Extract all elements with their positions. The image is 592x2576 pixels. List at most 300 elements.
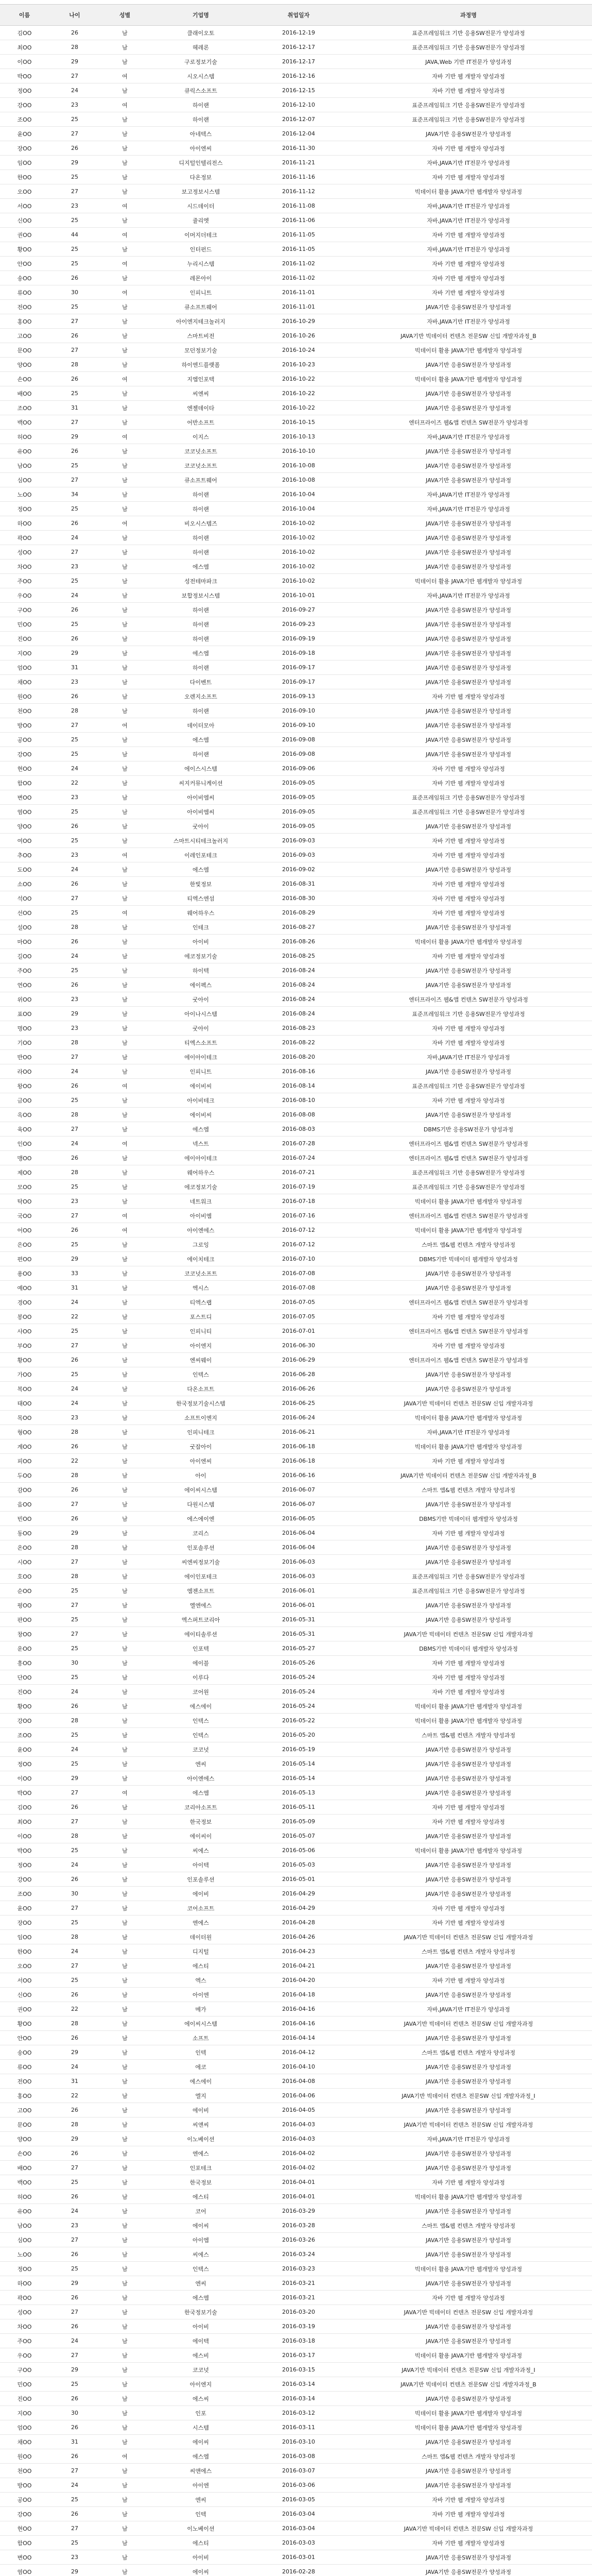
cell-employment-date: 2016-04-01 [252, 2175, 345, 2190]
cell-gender: 남 [100, 761, 149, 776]
cell-employment-date: 2016-08-26 [252, 935, 345, 949]
cell-age: 25 [49, 1180, 100, 1194]
cell-course: 엔터프라이즈 웹&앱 컨텐츠 SW전문가 양성과정 [345, 992, 592, 1007]
cell-name: 황OO [0, 242, 49, 257]
cell-employment-date: 2016-09-08 [252, 747, 345, 761]
cell-company: 코리아소프트 [149, 1800, 252, 1815]
table-row [0, 314, 592, 329]
cell-age: 25 [49, 2262, 100, 2276]
cell-course: JAVA기반 응용SW전문가 양성과정 [345, 2060, 592, 2074]
cell-name: 제OO [0, 1165, 49, 1180]
cell-company: 아이 [149, 1468, 252, 1483]
table-row [0, 1584, 592, 1598]
cell-age: 26 [49, 1512, 100, 1526]
cell-employment-date: 2016-07-18 [252, 1194, 345, 1209]
cell-name: 노OO [0, 2247, 49, 2262]
cell-employment-date: 2016-11-12 [252, 184, 345, 199]
cell-name: 창OO [0, 1627, 49, 1641]
cell-name: 문OO [0, 343, 49, 358]
cell-company: 아이텍 [149, 1858, 252, 1872]
cell-employment-date: 2016-10-04 [252, 502, 345, 516]
table-row [0, 920, 592, 935]
cell-age: 24 [49, 1685, 100, 1699]
cell-age: 25 [49, 2536, 100, 2550]
cell-gender: 남 [100, 1295, 149, 1310]
table-row [0, 1021, 592, 1036]
table-row [0, 2493, 592, 2507]
cell-age: 24 [49, 1858, 100, 1872]
cell-age: 30 [49, 1887, 100, 1901]
cell-company: 씨엔씨정보기술 [149, 1555, 252, 1569]
cell-gender: 남 [100, 1815, 149, 1829]
cell-gender: 남 [100, 2392, 149, 2406]
cell-course: 빅데이터 활용 JAVA기반 웹개발자 양성과정 [345, 1843, 592, 1858]
cell-age: 28 [49, 1165, 100, 1180]
cell-gender: 남 [100, 1569, 149, 1584]
cell-company: 씨지커뮤니케이션 [149, 776, 252, 790]
cell-course: 자바 기반 웹 개발자 양성과정 [345, 2175, 592, 2190]
cell-course: JAVA기반 응용SW전문가 양성과정 [345, 1266, 592, 1281]
cell-gender: 남 [100, 1454, 149, 1468]
cell-employment-date: 2016-05-03 [252, 1858, 345, 1872]
cell-gender: 남 [100, 2291, 149, 2305]
cell-age: 27 [49, 1627, 100, 1641]
table-row [0, 963, 592, 978]
cell-age: 26 [49, 2319, 100, 2334]
cell-employment-date: 2016-04-29 [252, 1887, 345, 1901]
cell-age: 25 [49, 213, 100, 228]
cell-age: 26 [49, 1699, 100, 1714]
table-row [0, 1468, 592, 1483]
cell-company: 코어원 [149, 1685, 252, 1699]
cell-age: 26 [49, 329, 100, 343]
table-row [0, 1887, 592, 1901]
cell-course: 자바,JAVA기반 IT전문가 양성과정 [345, 502, 592, 516]
cell-age: 29 [49, 1771, 100, 1786]
cell-gender: 남 [100, 1728, 149, 1742]
cell-employment-date: 2016-07-21 [252, 1165, 345, 1180]
cell-course: 자바 기반 웹 개발자 양성과정 [345, 834, 592, 848]
table-row [0, 26, 592, 40]
cell-age: 29 [49, 2363, 100, 2377]
cell-gender: 남 [100, 949, 149, 963]
cell-age: 29 [49, 2132, 100, 2146]
table-row [0, 228, 592, 242]
cell-name: 임OO [0, 1930, 49, 1944]
cell-name: 안OO [0, 2031, 49, 2045]
cell-company: 오렌지소프트 [149, 689, 252, 704]
cell-course: 자바 기반 웹 개발자 양성과정 [345, 949, 592, 963]
cell-age: 28 [49, 1468, 100, 1483]
cell-age: 27 [49, 343, 100, 358]
cell-age: 27 [49, 1122, 100, 1137]
cell-course: 빅데이터 활용 JAVA기반 웹개발자 양성과정 [345, 1194, 592, 1209]
cell-name: 변OO [0, 790, 49, 805]
cell-company: 씨엔씨 [149, 386, 252, 401]
cell-age: 28 [49, 704, 100, 718]
cell-company: 구로정보기술 [149, 55, 252, 69]
cell-age: 27 [49, 1338, 100, 1353]
cell-company: 인텍 [149, 2045, 252, 2060]
cell-company: 에스엠 [149, 2449, 252, 2464]
cell-age: 26 [49, 2103, 100, 2117]
cell-company: 아네텍스 [149, 127, 252, 141]
cell-name: 손OO [0, 372, 49, 386]
cell-company: 에이비씨 [149, 1079, 252, 1093]
cell-course: JAVA기반 응용SW전문가 양성과정 [345, 2103, 592, 2117]
cell-age: 24 [49, 1137, 100, 1151]
cell-company: 에이비씨 [149, 1108, 252, 1122]
cell-employment-date: 2016-08-16 [252, 1064, 345, 1079]
cell-course: JAVA기반 빅데이터 컨텐츠 전문SW 신입 개발자과정_I [345, 2089, 592, 2103]
cell-age: 28 [49, 1540, 100, 1555]
cell-gender: 남 [100, 2132, 149, 2146]
cell-company: 누리시스템 [149, 257, 252, 271]
cell-course: JAVA기반 응용SW전문가 양성과정 [345, 660, 592, 675]
cell-company: 에이씨시스템 [149, 2016, 252, 2031]
cell-name: 도OO [0, 862, 49, 877]
cell-age: 24 [49, 761, 100, 776]
cell-age: 26 [49, 271, 100, 285]
cell-age: 22 [49, 2089, 100, 2103]
table-row [0, 285, 592, 300]
cell-age: 25 [49, 574, 100, 588]
cell-course: DBMS기반 빅데이터 웹개발자 양성과정 [345, 1641, 592, 1656]
table-row [0, 1007, 592, 1021]
table-row [0, 329, 592, 343]
cell-course: 표준프레임워크 기반 응용SW전문가 양성과정 [345, 1569, 592, 1584]
table-row [0, 1569, 592, 1584]
cell-gender: 남 [100, 1699, 149, 1714]
cell-company: 에이텍 [149, 2334, 252, 2348]
cell-company: 보합정보시스템 [149, 588, 252, 603]
table-row [0, 545, 592, 560]
table-row [0, 1670, 592, 1685]
table-row [0, 2420, 592, 2435]
cell-name: 주OO [0, 574, 49, 588]
cell-gender: 남 [100, 2247, 149, 2262]
cell-course: JAVA기반 응용SW전문가 양성과정 [345, 516, 592, 531]
cell-age: 28 [49, 1425, 100, 1439]
cell-name: 한OO [0, 1944, 49, 1959]
cell-gender: 남 [100, 26, 149, 40]
cell-name: 운OO [0, 1641, 49, 1656]
cell-course: 자바 기반 웹 개발자 양성과정 [345, 141, 592, 156]
cell-course: 자바 기반 웹 개발자 양성과정 [345, 891, 592, 906]
cell-company: 굿아이 [149, 992, 252, 1007]
cell-employment-date: 2016-08-24 [252, 992, 345, 1007]
cell-age: 27 [49, 1959, 100, 1973]
cell-name: 조OO [0, 401, 49, 415]
cell-gender: 남 [100, 1800, 149, 1815]
table-row [0, 257, 592, 271]
table-row [0, 2132, 592, 2146]
cell-company: 디지털 [149, 1944, 252, 1959]
cell-name: 이OO [0, 1829, 49, 1843]
cell-company: 엑스 [149, 1973, 252, 1988]
cell-company: 에스엠 [149, 2291, 252, 2305]
cell-name: 고OO [0, 2103, 49, 2117]
cell-company: 에이인포테크 [149, 1569, 252, 1584]
cell-name: 오OO [0, 1959, 49, 1973]
cell-employment-date: 2016-05-09 [252, 1815, 345, 1829]
cell-company: 쥴리엣 [149, 213, 252, 228]
cell-gender: 남 [100, 358, 149, 372]
cell-gender: 남 [100, 2074, 149, 2089]
cell-course: 자바 기반 웹 개발자 양성과정 [345, 69, 592, 83]
table-row [0, 617, 592, 632]
cell-course: DBMS기반 응용SW전문가 양성과정 [345, 1122, 592, 1137]
table-row [0, 1973, 592, 1988]
cell-course: 스마트 앱&웹 컨텐츠 개발자 양성과정 [345, 2218, 592, 2233]
cell-gender: 남 [100, 1872, 149, 1887]
cell-age: 29 [49, 55, 100, 69]
cell-name: 강OO [0, 1872, 49, 1887]
cell-gender: 남 [100, 2117, 149, 2132]
cell-employment-date: 2016-12-04 [252, 127, 345, 141]
table-row [0, 2190, 592, 2204]
cell-age: 23 [49, 992, 100, 1007]
cell-name: 음OO [0, 1497, 49, 1512]
cell-course: 표준프레임워크 기반 응용SW전문가 양성과정 [345, 805, 592, 819]
cell-employment-date: 2016-05-22 [252, 1714, 345, 1728]
cell-employment-date: 2016-04-08 [252, 2074, 345, 2089]
table-row [0, 1757, 592, 1771]
cell-employment-date: 2016-07-01 [252, 1324, 345, 1338]
cell-gender: 남 [100, 401, 149, 415]
cell-course: 엔터프라이즈 웹&앱 컨텐츠 SW전문가 양성과정 [345, 1151, 592, 1165]
cell-company: 하이랜 [149, 632, 252, 646]
cell-course: 자바 기반 웹 개발자 양성과정 [345, 257, 592, 271]
cell-gender: 여 [100, 285, 149, 300]
cell-gender: 남 [100, 805, 149, 819]
cell-company: 인터펀드 [149, 242, 252, 257]
cell-company: 에스비 [149, 2348, 252, 2363]
cell-age: 22 [49, 776, 100, 790]
cell-course: 스마트 앱&웹 컨텐츠 개발자 양성과정 [345, 2449, 592, 2464]
cell-gender: 남 [100, 1425, 149, 1439]
cell-name: 윤OO [0, 1742, 49, 1757]
cell-age: 25 [49, 2377, 100, 2392]
table-row [0, 2377, 592, 2392]
cell-employment-date: 2016-03-29 [252, 2204, 345, 2218]
cell-gender: 남 [100, 1584, 149, 1598]
cell-employment-date: 2016-09-05 [252, 819, 345, 834]
cell-course: 엔터프라이즈 웹&앱 컨텐츠 SW전문가 양성과정 [345, 415, 592, 430]
cell-course: JAVA기반 응용SW전문가 양성과정 [345, 963, 592, 978]
cell-name: 서OO [0, 199, 49, 213]
table-row [0, 1829, 592, 1843]
cell-age: 26 [49, 2291, 100, 2305]
cell-course: DBMS기반 빅데이터 웹개발자 양성과정 [345, 1512, 592, 1526]
cell-name: 우OO [0, 2348, 49, 2363]
cell-age: 25 [49, 1584, 100, 1598]
cell-age: 26 [49, 2449, 100, 2464]
table-row [0, 55, 592, 69]
cell-age: 25 [49, 1728, 100, 1742]
cell-company: 하이랜 [149, 603, 252, 617]
cell-age: 27 [49, 2464, 100, 2478]
cell-age: 25 [49, 112, 100, 127]
cell-employment-date: 2016-05-14 [252, 1757, 345, 1771]
cell-course: JAVA기반 응용SW전문가 양성과정 [345, 1555, 592, 1569]
cell-gender: 남 [100, 978, 149, 992]
table-row [0, 1050, 592, 1064]
cell-name: 현OO [0, 2521, 49, 2536]
cell-company: 인포 [149, 2406, 252, 2420]
cell-company: 이루다 [149, 1670, 252, 1685]
cell-name: 송OO [0, 271, 49, 285]
table-row [0, 343, 592, 358]
cell-name: 윤OO [0, 127, 49, 141]
cell-gender: 남 [100, 1944, 149, 1959]
cell-name: 목OO [0, 1411, 49, 1425]
cell-employment-date: 2016-03-04 [252, 2521, 345, 2536]
table-row [0, 2449, 592, 2464]
cell-name: 배OO [0, 386, 49, 401]
cell-employment-date: 2016-06-18 [252, 1439, 345, 1454]
cell-company: 에스에이엔 [149, 1512, 252, 1526]
table-row [0, 401, 592, 415]
cell-course: JAVA기반 응용SW전문가 양성과정 [345, 1829, 592, 1843]
cell-age: 27 [49, 1209, 100, 1223]
table-body [0, 26, 592, 2576]
cell-age: 27 [49, 545, 100, 560]
cell-age: 29 [49, 430, 100, 444]
cell-course: JAVA기반 응용SW전문가 양성과정 [345, 401, 592, 415]
cell-employment-date: 2016-03-07 [252, 2464, 345, 2478]
cell-course: JAVA기반 응용SW전문가 양성과정 [345, 2392, 592, 2406]
cell-name: 양OO [0, 2132, 49, 2146]
cell-company: 인테크 [149, 920, 252, 935]
cell-name: 백OO [0, 415, 49, 430]
cell-age: 25 [49, 1324, 100, 1338]
cell-employment-date: 2016-06-24 [252, 1411, 345, 1425]
cell-name: 우OO [0, 588, 49, 603]
cell-course: 자바 기반 웹 개발자 양성과정 [345, 271, 592, 285]
cell-course: JAVA기반 응용SW전문가 양성과정 [345, 2464, 592, 2478]
cell-name: 석OO [0, 891, 49, 906]
cell-course: 자바 기반 웹 개발자 양성과정 [345, 1021, 592, 1036]
cell-age: 27 [49, 891, 100, 906]
cell-employment-date: 2016-09-18 [252, 646, 345, 660]
cell-company: 웨어하우스 [149, 1165, 252, 1180]
cell-name: 류OO [0, 285, 49, 300]
cell-course: 빅데이터 활용 JAVA기반 웹개발자 양성과정 [345, 1714, 592, 1728]
table-row [0, 935, 592, 949]
cell-course: 빅데이터 활용 JAVA기반 웹개발자 양성과정 [345, 343, 592, 358]
cell-gender: 남 [100, 1613, 149, 1627]
cell-age: 28 [49, 1108, 100, 1122]
cell-company: 티엑스랩 [149, 1295, 252, 1310]
cell-course: 자바 기반 웹 개발자 양성과정 [345, 776, 592, 790]
cell-employment-date: 2016-07-05 [252, 1310, 345, 1324]
cell-course: 자바,JAVA기반 IT전문가 양성과정 [345, 2132, 592, 2146]
cell-company: 엔에스 [149, 2146, 252, 2161]
cell-gender: 남 [100, 1122, 149, 1137]
cell-name: 흥OO [0, 1656, 49, 1670]
cell-gender: 남 [100, 83, 149, 98]
cell-course: JAVA기반 응용SW전문가 양성과정 [345, 1598, 592, 1613]
cell-name: 홍OO [0, 2089, 49, 2103]
cell-company: 다온정보 [149, 170, 252, 184]
cell-course: 자바,JAVA기반 IT전문가 양성과정 [345, 156, 592, 170]
cell-course: JAVA기반 응용SW전문가 양성과정 [345, 1281, 592, 1295]
cell-employment-date: 2016-09-19 [252, 632, 345, 646]
cell-name: 최OO [0, 1815, 49, 1829]
cell-age: 25 [49, 1238, 100, 1252]
cell-employment-date: 2016-05-24 [252, 1699, 345, 1714]
cell-name: 홍OO [0, 314, 49, 329]
cell-name: 구OO [0, 603, 49, 617]
cell-gender: 남 [100, 1252, 149, 1266]
cell-gender: 남 [100, 415, 149, 430]
cell-gender: 남 [100, 1555, 149, 1569]
cell-name: 용OO [0, 1266, 49, 1281]
cell-name: 변OO [0, 2550, 49, 2565]
cell-name: 방OO [0, 2478, 49, 2493]
cell-gender: 남 [100, 1670, 149, 1685]
cell-employment-date: 2016-09-17 [252, 660, 345, 675]
cell-course: 자바,JAVA기반 IT전문가 양성과정 [345, 430, 592, 444]
table-row [0, 1194, 592, 1209]
cell-name: 최OO [0, 40, 49, 55]
cell-company: 에이펙스 [149, 978, 252, 992]
cell-employment-date: 2016-08-25 [252, 949, 345, 963]
cell-gender: 남 [100, 1843, 149, 1858]
cell-gender: 남 [100, 1310, 149, 1324]
table-row [0, 848, 592, 862]
cell-employment-date: 2016-06-03 [252, 1569, 345, 1584]
cell-course: 자바 기반 웹 개발자 양성과정 [345, 1670, 592, 1685]
cell-gender: 여 [100, 69, 149, 83]
cell-name: 육OO [0, 1122, 49, 1137]
table-row [0, 1988, 592, 2002]
cell-gender: 남 [100, 386, 149, 401]
table-row [0, 2291, 592, 2305]
cell-gender: 남 [100, 1627, 149, 1641]
cell-employment-date: 2016-08-20 [252, 1050, 345, 1064]
cell-employment-date: 2016-07-05 [252, 1295, 345, 1310]
cell-employment-date: 2016-09-27 [252, 603, 345, 617]
cell-company: 헤레론 [149, 40, 252, 55]
cell-name: 염OO [0, 805, 49, 819]
cell-employment-date: 2016-04-01 [252, 2190, 345, 2204]
table-row [0, 1382, 592, 1396]
cell-name: 기OO [0, 1036, 49, 1050]
cell-employment-date: 2016-07-24 [252, 1151, 345, 1165]
cell-age: 26 [49, 1151, 100, 1165]
cell-age: 27 [49, 2305, 100, 2319]
cell-course: JAVA기반 응용SW전문가 양성과정 [345, 560, 592, 574]
cell-employment-date: 2016-03-14 [252, 2392, 345, 2406]
cell-course: JAVA기반 빅데이터 컨텐츠 전문SW 신입 개발자과정 [345, 1396, 592, 1411]
cell-age: 26 [49, 372, 100, 386]
table-row [0, 675, 592, 689]
cell-company: 엔씨 [149, 2493, 252, 2507]
cell-gender: 남 [100, 1742, 149, 1757]
cell-course: 표준프레임워크 기반 응용SW전문가 양성과정 [345, 1007, 592, 1021]
cell-company: 인포솔루션 [149, 1872, 252, 1887]
cell-name: 주OO [0, 963, 49, 978]
cell-age: 26 [49, 444, 100, 459]
cell-name: 왕OO [0, 1079, 49, 1093]
cell-course: 자바 기반 웹 개발자 양성과정 [345, 2507, 592, 2521]
cell-company: 에이티솔루션 [149, 1627, 252, 1641]
cell-name: 진OO [0, 1685, 49, 1699]
cell-gender: 남 [100, 790, 149, 805]
cell-name: 경OO [0, 1295, 49, 1310]
